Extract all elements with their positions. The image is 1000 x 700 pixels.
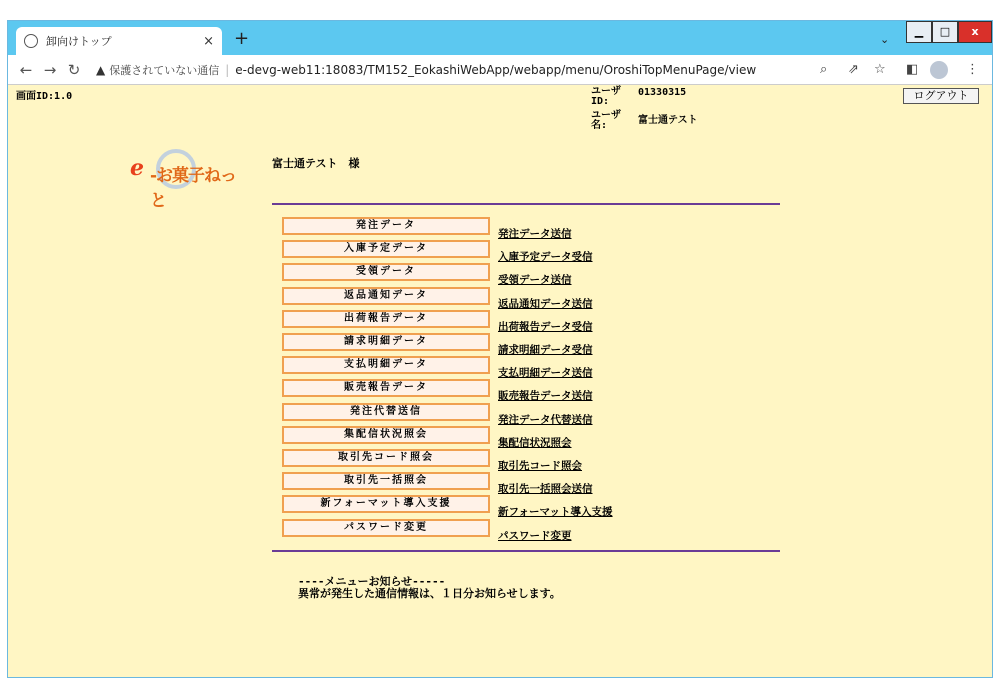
- window-close-button[interactable]: x: [958, 21, 992, 43]
- menu-link[interactable]: 受領データ送信: [498, 274, 572, 287]
- divider-top: [272, 203, 780, 205]
- menu-button[interactable]: 出荷報告データ: [282, 310, 490, 328]
- forward-arrow-icon[interactable]: →: [43, 60, 57, 79]
- menu-button[interactable]: 入庫予定データ: [282, 240, 490, 258]
- menu-link[interactable]: 販売報告データ送信: [498, 390, 593, 403]
- menu-button[interactable]: 集配信状況照会: [282, 426, 490, 444]
- security-status[interactable]: 保護されていない通信: [109, 63, 220, 77]
- tab-search-chevron-icon[interactable]: ⌄: [880, 33, 890, 46]
- menu-button[interactable]: 受領データ: [282, 263, 490, 281]
- window-minimize-button[interactable]: ▁: [906, 21, 932, 43]
- menu-link[interactable]: パスワード変更: [498, 529, 572, 542]
- menu-button[interactable]: 新フォーマット導入支援: [282, 495, 490, 513]
- user-id-label: ユーザID:: [591, 86, 621, 107]
- menu-button[interactable]: 販売報告データ: [282, 379, 490, 397]
- tab-title: 卸向けトップ: [46, 35, 112, 48]
- menu-button[interactable]: 発注代替送信: [282, 403, 490, 421]
- bookmark-star-icon[interactable]: ☆: [874, 62, 886, 77]
- address-bar-row: [8, 55, 992, 85]
- zoom-icon[interactable]: ⌕: [820, 62, 828, 77]
- user-name-value: 富士通テスト: [638, 115, 698, 126]
- menu-link[interactable]: 取引先コード照会: [498, 460, 582, 472]
- globe-icon: [24, 34, 38, 48]
- warning-icon[interactable]: ▲: [96, 62, 106, 77]
- menu-link[interactable]: 発注データ代替送信: [498, 413, 593, 426]
- notice-text: 異常が発生した通信情報は、１日分お知らせします。: [298, 587, 561, 600]
- menu-link[interactable]: 入庫予定データ受信: [498, 251, 593, 264]
- menu-button[interactable]: 取引先一括照会: [282, 472, 490, 490]
- divider-bottom: [272, 550, 780, 552]
- e-okashi-logo: [128, 147, 238, 211]
- url-field[interactable]: e-devg-web11:18083/TM152_EokashiWebApp/webapp/menu/OroshiTopMenuPage/view: [235, 62, 757, 77]
- screen-id: 画面ID:1.0: [16, 91, 73, 102]
- menu-button[interactable]: 支払明細データ: [282, 356, 490, 374]
- menu-button[interactable]: 取引先コード照会: [282, 449, 490, 467]
- menu-button[interactable]: 請求明細データ: [282, 333, 490, 351]
- page-content: [8, 85, 992, 678]
- user-id-value: 01330315: [638, 87, 687, 98]
- menu-button[interactable]: 返品通知データ: [282, 287, 490, 305]
- logo-e: e: [130, 155, 144, 181]
- customer-greeting: 富士通テスト 様: [272, 157, 360, 170]
- menu-link[interactable]: 発注データ送信: [498, 228, 572, 240]
- menu-link[interactable]: 請求明細データ受信: [498, 344, 593, 356]
- logout-button[interactable]: ログアウト: [903, 88, 979, 104]
- tab-close-icon[interactable]: ×: [203, 33, 214, 49]
- menu-link[interactable]: 支払明細データ送信: [498, 367, 593, 380]
- menu-link[interactable]: 新フォーマット導入支援: [498, 506, 613, 519]
- menu-link[interactable]: 返品通知データ送信: [498, 297, 593, 310]
- browser-tab[interactable]: [16, 27, 222, 55]
- menu-button[interactable]: パスワード変更: [282, 519, 490, 537]
- menu-link[interactable]: 出荷報告データ受信: [498, 320, 593, 333]
- kebab-menu-icon[interactable]: ⋮: [966, 62, 979, 77]
- profile-icon[interactable]: [930, 61, 948, 79]
- side-panel-icon[interactable]: ◧: [906, 62, 919, 77]
- logo-text: -お菓子ねっと: [150, 166, 237, 211]
- notice-title: ----メニューお知らせ-----: [298, 575, 446, 588]
- share-icon[interactable]: ⇗: [848, 62, 859, 77]
- menu-link[interactable]: 集配信状況照会: [498, 436, 572, 449]
- new-tab-button[interactable]: +: [234, 28, 250, 49]
- window-maximize-button[interactable]: □: [932, 21, 958, 43]
- menu-link[interactable]: 取引先一括照会送信: [498, 483, 593, 496]
- browser-window: [7, 20, 993, 678]
- menu-button[interactable]: 発注データ: [282, 217, 490, 235]
- address-separator: |: [225, 62, 230, 77]
- reload-icon[interactable]: ↻: [67, 60, 81, 79]
- back-arrow-icon[interactable]: ←: [19, 60, 33, 79]
- user-name-label: ユーザ名:: [591, 110, 621, 131]
- tab-strip: [8, 21, 992, 55]
